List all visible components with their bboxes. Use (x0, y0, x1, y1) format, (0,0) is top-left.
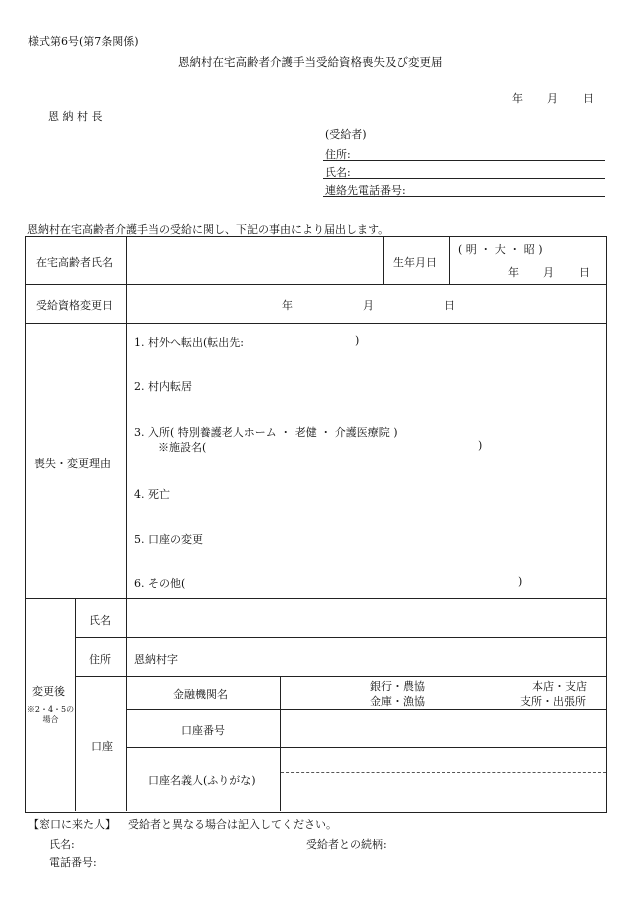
reason-3-facility-close: ) (478, 439, 483, 452)
reason-6[interactable]: 6. その他( (134, 577, 186, 590)
bank-name-label: 金融機関名 (173, 688, 228, 701)
birth-day-label: 日 (579, 266, 590, 279)
after-address-prefix: 恩納村字 (134, 653, 178, 666)
reason-label: 喪失・変更理由 (34, 457, 111, 470)
window-relation-input[interactable] (404, 834, 594, 850)
change-year-label: 年 (282, 299, 293, 312)
reason-3[interactable]: 3. 入所( 特別養護老人ホーム ・ 老健 ・ 介護医療院 ) (134, 426, 398, 439)
reason-5[interactable]: 5. 口座の変更 (134, 533, 203, 546)
reason-6-close: ) (518, 575, 523, 588)
reason-1[interactable]: 1. 村外へ転出(転出先: (134, 336, 244, 349)
applicant-phone-label: 連絡先電話番号: (325, 184, 406, 197)
date-year-label: 年 (512, 92, 523, 105)
window-phone-input[interactable] (112, 852, 312, 868)
account-number-label: 口座番号 (181, 724, 225, 737)
applicant-name-label: 氏名: (325, 166, 351, 179)
applicant-phone-input[interactable] (418, 181, 600, 195)
after-change-label: 変更後 (32, 685, 65, 698)
birthdate-label: 生年月日 (393, 256, 437, 269)
applicant-name-line (323, 178, 605, 179)
applicant-label: (受給者) (325, 128, 367, 141)
branch-type-2: 支所・出張所 (520, 695, 586, 708)
date-month-label: 月 (547, 92, 558, 105)
account-number-input[interactable] (286, 720, 598, 736)
applicant-address-line (323, 160, 605, 161)
bank-type-1: 銀行・農協 (370, 680, 425, 693)
addressee: 恩 納 村 長 (48, 110, 103, 123)
birth-year-label: 年 (508, 266, 519, 279)
change-month-label: 月 (363, 299, 374, 312)
after-address-label: 住所 (89, 653, 111, 666)
bank-name-input[interactable] (286, 685, 364, 701)
window-name-input[interactable] (88, 834, 288, 850)
change-day-label: 日 (444, 299, 455, 312)
after-name-label: 氏名 (89, 614, 111, 627)
reason-2[interactable]: 2. 村内転居 (134, 380, 192, 393)
window-person-label: 【窓口に来た人】 (28, 818, 116, 831)
reason-1-close: ) (355, 334, 360, 347)
reason-3-facility: ※施設名( (158, 441, 207, 454)
window-person-note: 受給者と異なる場合は記入してください。 (128, 818, 337, 831)
applicant-name-input[interactable] (360, 163, 600, 177)
bank-type-2: 金庫・漁協 (370, 695, 425, 708)
account-holder-input[interactable] (286, 780, 598, 802)
elder-name-input[interactable] (132, 252, 377, 268)
reason-4[interactable]: 4. 死亡 (134, 488, 170, 501)
account-holder-label: 口座名義人(ふりがな) (148, 774, 256, 787)
account-holder-kana-input[interactable] (286, 753, 598, 769)
branch-type-1: 本店・支店 (532, 680, 587, 693)
form-title: 恩納村在宅高齢者介護手当受給資格喪失及び変更届 (178, 55, 443, 69)
era-options[interactable]: ( 明 ・ 大 ・ 昭 ) (458, 243, 543, 256)
window-name-label: 氏名: (49, 838, 75, 851)
applicant-address-input[interactable] (360, 145, 600, 159)
branch-name-input[interactable] (436, 685, 516, 701)
change-date-label: 受給資格変更日 (36, 299, 113, 312)
window-relation-label: 受給者との続柄: (306, 838, 387, 851)
applicant-phone-line (323, 196, 605, 197)
after-address-input[interactable] (188, 649, 596, 665)
date-day-label: 日 (583, 92, 594, 105)
birth-month-label: 月 (543, 266, 554, 279)
after-change-note-1: ※2・4・5の (26, 705, 75, 714)
elder-name-label: 在宅高齢者氏名 (36, 256, 113, 269)
window-phone-label: 電話番号: (49, 856, 97, 869)
after-name-input[interactable] (132, 610, 597, 626)
account-label: 口座 (91, 740, 113, 753)
form-number: 様式第6号(第7条関係) (28, 35, 139, 48)
intro-text: 恩納村在宅高齢者介護手当の受給に関し、下記の事由により届出します。 (27, 223, 390, 236)
after-change-note-2: 場合 (42, 715, 59, 724)
applicant-address-label: 住所: (325, 148, 351, 161)
